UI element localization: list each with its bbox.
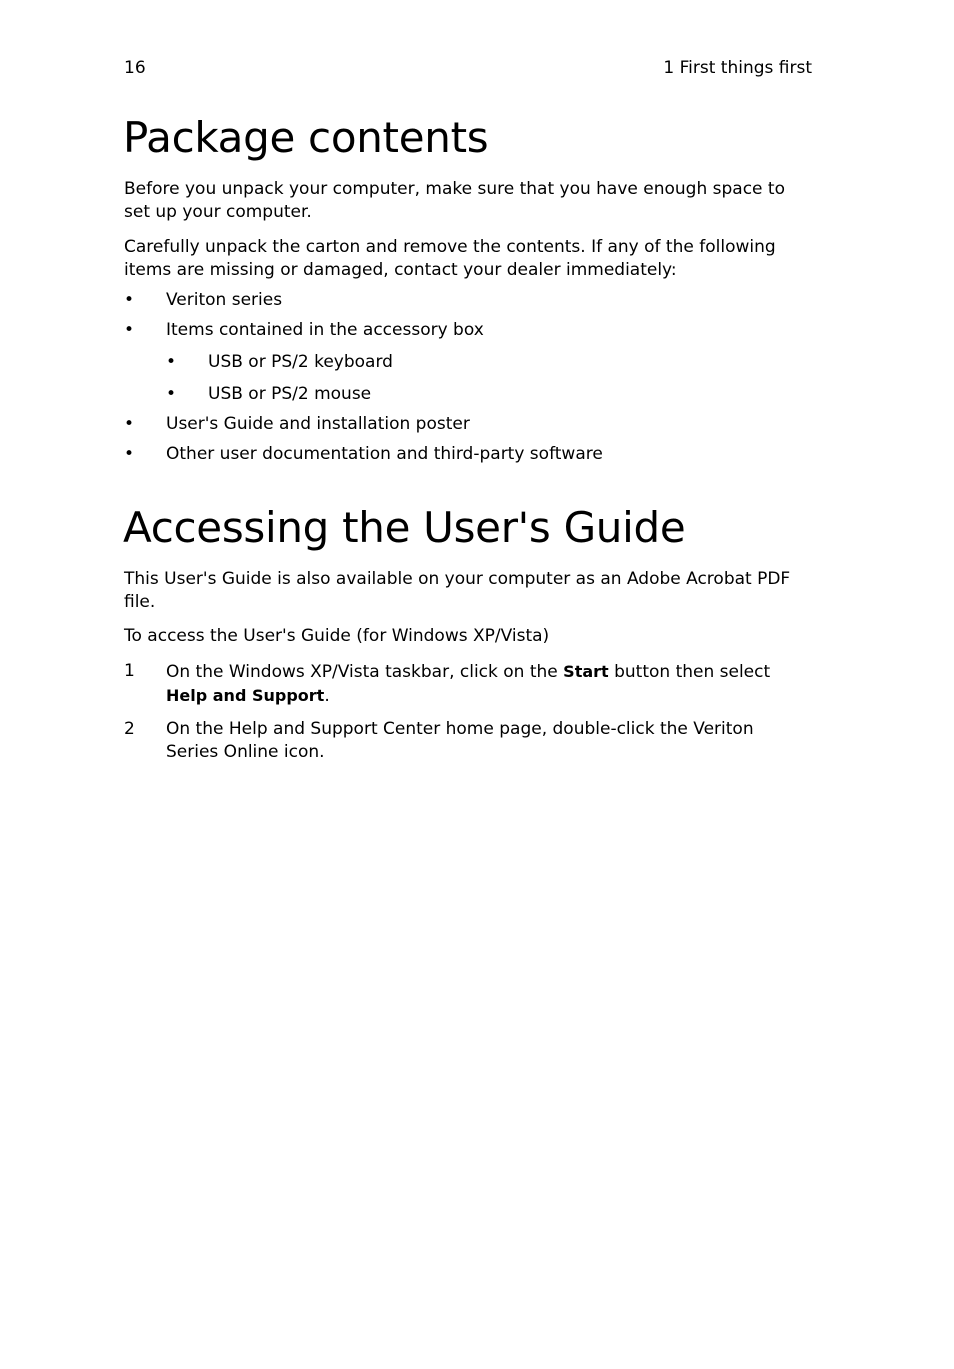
running-header: 1 First things first (663, 58, 812, 78)
bullet: • (166, 352, 177, 372)
paragraph: Carefully unpack the carton and remove the contents. If any of the following items are missing or damaged, contact your dealer immediately: (124, 237, 776, 280)
paragraph: Before you unpack your computer, make sure that you have enough space to set up your computer. (124, 179, 785, 222)
step-number: 1 (124, 661, 135, 681)
bullet: • (124, 414, 135, 434)
bullet: • (166, 384, 177, 404)
list-item-text: USB or PS/2 mouse (208, 384, 372, 404)
step-text: On the Help and Support Center home page, double-click the Veriton Series Online icon. (166, 719, 754, 762)
bullet: • (124, 320, 135, 340)
list-item-text: Veriton series (166, 290, 283, 310)
paragraph: To access the User's Guide (for Windows XP/Vista) (124, 626, 550, 646)
section-title-package-contents: Package contents (123, 113, 489, 162)
step-number: 2 (124, 719, 135, 739)
help-and-support-label: Help and Support (166, 686, 325, 705)
paragraph: This User's Guide is also available on your computer as an Adobe Acrobat PDF file. (124, 569, 791, 612)
step-text-part: On the Windows XP/Vista taskbar, click on the (166, 662, 564, 682)
section-title-users-guide: Accessing the User's Guide (123, 503, 686, 552)
step-text (166, 660, 806, 708)
list-item-text: User's Guide and installation poster (166, 414, 470, 434)
page-number: 16 (124, 58, 146, 78)
list-item-text: USB or PS/2 keyboard (208, 352, 393, 372)
step-text-part: button then select (608, 662, 771, 682)
list-item-text: Other user documentation and third-party software (166, 444, 603, 464)
start-button-label: Start (563, 662, 609, 681)
bullet: • (124, 290, 135, 310)
list-item-text: Items contained in the accessory box (166, 320, 484, 340)
step-text-part: . (324, 686, 330, 706)
bullet: • (124, 444, 135, 464)
